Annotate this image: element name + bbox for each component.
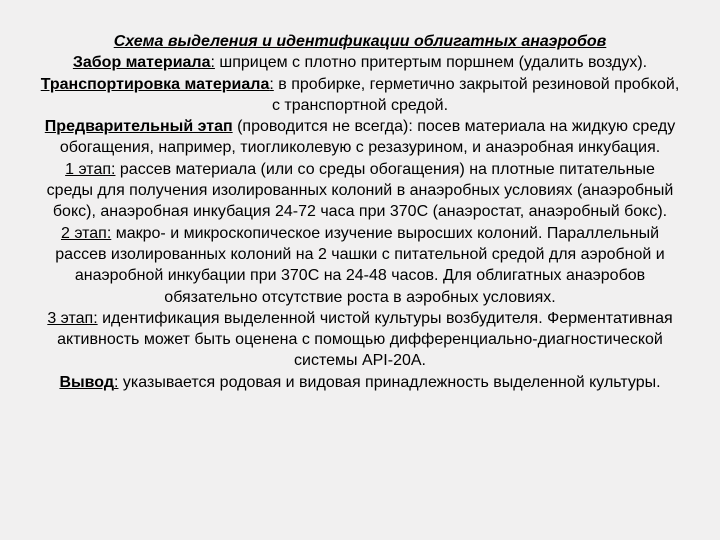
section-stage-1 <box>40 159 680 223</box>
section-conclusion <box>40 372 680 393</box>
section-preliminary-text: (проводится не всегда): посев материала на жидкую среду обогащения, например, тиогликолевую с резазурином, и анаэробная инкубация. <box>59 118 676 157</box>
page-title: Схема выделения и идентификации облигатных анаэробов <box>113 33 607 50</box>
section-sampling-colon: : <box>210 54 215 72</box>
section-stage-1-text: рассев материала (или со среды обогащения) на плотные питательные среды для получения изолированных колоний в анаэробных условиях (анаэробный бокс), анаэробная инкубация 24-72 часа при 370С (анаэростат, анаэробный бокс). <box>46 160 674 221</box>
section-preliminary <box>40 116 680 159</box>
section-sampling <box>40 52 680 73</box>
section-stage-2-label: 2 этап: <box>60 224 112 242</box>
section-transport-text: в пробирке, герметично закрытой резиновой пробкой, с транспортной средой. <box>271 75 680 114</box>
section-stage-3 <box>40 308 680 372</box>
section-sampling-label: Забор материала <box>72 54 211 72</box>
section-transport <box>40 74 680 117</box>
section-stage-2 <box>40 223 680 308</box>
slide-content <box>40 31 680 393</box>
section-conclusion-colon: : <box>114 373 119 391</box>
section-stage-2-text: макро- и микроскопическое изучение выросших колоний. Параллельный рассев изолированных колоний на 2 чашки с питательной средой для аэробной и анаэробной инкубации при 370С на 24-48 часов. Для облигатных анаэробов обязательно отсутствие роста в аэробных условиях. <box>55 224 665 306</box>
section-sampling-text: шприцем с плотно притертым поршнем (удалить воздух). <box>214 54 648 72</box>
section-transport-label: Транспортировка материала <box>40 75 270 93</box>
section-stage-3-text: идентификация выделенной чистой культуры возбудителя. Ферментативная активность может быть оценена с помощью дифференциально-диагностической системы API-20A. <box>57 309 673 370</box>
section-stage-1-label: 1 этап: <box>65 160 116 178</box>
section-stage-3-label: 3 этап: <box>47 309 98 327</box>
section-preliminary-label: Предварительный этап <box>44 118 233 136</box>
section-transport-colon: : <box>269 75 274 93</box>
section-conclusion-label: Вывод <box>59 373 115 391</box>
section-conclusion-text: указывается родовая и видовая принадлежность выделенной культуры. <box>118 373 661 391</box>
